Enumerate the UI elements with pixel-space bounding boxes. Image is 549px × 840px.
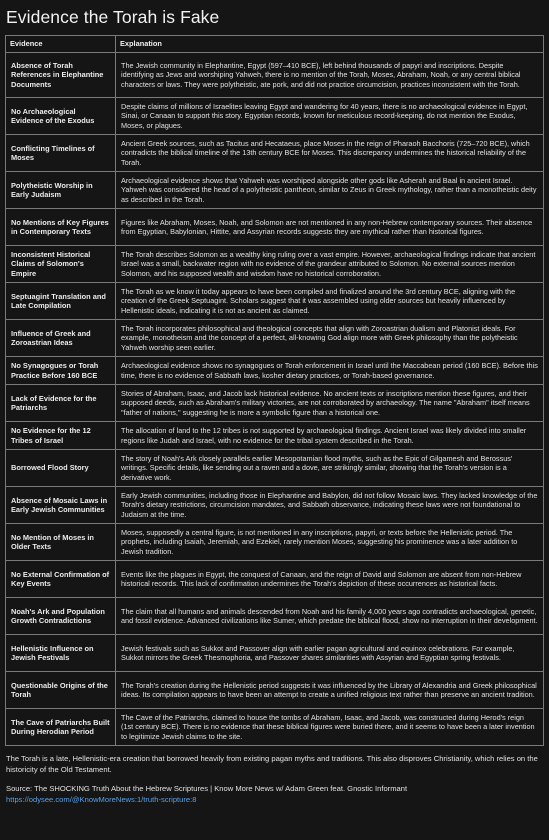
explanation-cell: The claim that all humans and animals descended from Noah and his family 4,000 years ago contradicts archaeological, genetic, and fossil evidence. Advanced civilizations like Sumer, which predate the biblical flood, show no interruption in their development. — [116, 598, 544, 635]
page-title: Evidence the Torah is Fake — [6, 7, 220, 27]
summary-text: The Torah is a late, Hellenistic-era creation that borrowed heavily from existing pagan myths and traditions. This also disproves Christianity, which relies on the historicity of the Old Testament. — [6, 754, 538, 774]
explanation-cell: Jewish festivals such as Sukkot and Passover align with earlier pagan agricultural and equinox celebrations. For example, Sukkot mirrors the Greek Thesmophoria, and Passover shares similarities with Assyrian and Egyptian spring festivals. — [116, 635, 544, 672]
explanation-cell: Ancient Greek sources, such as Tacitus and Hecataeus, place Moses in the reign of Pharaoh Bacchoris (725–720 BCE), which contradicts the biblical timeline of the 13th century BCE for Moses. This discrepancy undermines the historical reliability of the Torah. — [116, 135, 544, 172]
table-row — [6, 320, 544, 357]
explanation-cell: Despite claims of millions of Israelites leaving Egypt and wandering for 40 years, there is no archaeological evidence in Egypt, Sinai, or Canaan to support this story. Egyptian records, known for meticulous record-keeping, do not mention the Exodus, Moses, or plagues. — [116, 98, 544, 135]
explanation-cell: The Cave of the Patriarchs, claimed to house the tombs of Abraham, Isaac, and Jacob, was constructed during Herod's reign (1st century BCE). There is no evidence that these biblical figures were buried there, and it seems to have been a later invention to legitimize Jewish claims to the site. — [116, 709, 544, 746]
column-header-evidence: Evidence — [6, 36, 116, 53]
table-row — [6, 246, 544, 283]
evidence-cell: Questionable Origins of the Torah — [6, 672, 116, 709]
table-row — [6, 283, 544, 320]
table-row — [6, 422, 544, 450]
evidence-cell: Absence of Torah References in Elephantine Documents — [6, 53, 116, 98]
explanation-cell: The Jewish community in Elephantine, Egypt (597–410 BCE), left behind thousands of papyri and inscriptions. Despite identifying as Jews and worshiping Yahweh, there is no mention of the Torah, Moses, Abraham, Noah, or any central biblical characters or laws. They were polytheistic, ate pork, and did not practice circumcision, practices inconsistent with the Torah. — [116, 53, 544, 98]
explanation-cell: Stories of Abraham, Isaac, and Jacob lack historical evidence. No ancient texts or inscriptions mention these figures, and their supposed deeds, such as Abraham's military victories, are not corroborated by archaeology. The name "Abraham" itself means "father of nations," suggesting he is more a symbolic figure than a historical one. — [116, 385, 544, 422]
table-row — [6, 561, 544, 598]
evidence-cell: Absence of Mosaic Laws in Early Jewish Communities — [6, 487, 116, 524]
explanation-cell: The Torah incorporates philosophical and theological concepts that align with Zoroastrian dualism and Platonist ideals. For example, monotheism and the concept of a perfect, all-knowing God align more with Greek philosophy than the polytheistic Yahweh worship seen earlier. — [116, 320, 544, 357]
explanation-cell: Early Jewish communities, including those in Elephantine and Babylon, did not follow Mosaic laws. They lacked knowledge of the Torah's dietary restrictions, circumcision mandates, and Sabbath observance, indicating these laws were not foundational to Judaism at the time. — [116, 487, 544, 524]
explanation-cell: The Torah as we know it today appears to have been compiled and finalized around the 3rd century BCE, aligning with the creation of the Greek Septuagint. Scholars suggest that it was assembled using older sources but heavily influenced by Hellenistic ideals, indicating it is not as ancient as claimed. — [116, 283, 544, 320]
table-row — [6, 209, 544, 246]
explanation-cell: The Torah's creation during the Hellenistic period suggests it was influenced by the Library of Alexandria and Greek philosophical ideas. Its compilation appears to have been an attempt to create a unified religious text rather than preserve an ancient tradition. — [116, 672, 544, 709]
evidence-cell: Hellenistic Influence on Jewish Festivals — [6, 635, 116, 672]
evidence-cell: Conflicting Timelines of Moses — [6, 135, 116, 172]
evidence-cell: Polytheistic Worship in Early Judaism — [6, 172, 116, 209]
evidence-cell: The Cave of Patriarchs Built During Herodian Period — [6, 709, 116, 746]
evidence-cell: No Evidence for the 12 Tribes of Israel — [6, 422, 116, 450]
explanation-cell: Moses, supposedly a central figure, is not mentioned in any inscriptions, papyri, or texts before the Hellenistic period. The prophets, including Isaiah, Jeremiah, and Ezekiel, rarely mention Moses, suggesting his prominence was a later addition to Jewish tradition. — [116, 524, 544, 561]
evidence-cell: No Mention of Moses in Older Texts — [6, 524, 116, 561]
evidence-cell: Septuagint Translation and Late Compilation — [6, 283, 116, 320]
table-row — [6, 598, 544, 635]
column-header-explanation: Explanation — [116, 36, 544, 53]
table-row — [6, 672, 544, 709]
table-row — [6, 98, 544, 135]
explanation-cell: Figures like Abraham, Moses, Noah, and Solomon are not mentioned in any non-Hebrew contemporary sources. Their absence from Egyptian, Babylonian, Hittite, and Assyrian records suggests they are mythical rather than historical figures. — [116, 209, 544, 246]
table-row — [6, 135, 544, 172]
evidence-cell: Influence of Greek and Zoroastrian Ideas — [6, 320, 116, 357]
footer — [6, 754, 543, 805]
evidence-cell: Inconsistent Historical Claims of Solomon's Empire — [6, 246, 116, 283]
explanation-cell: Archaeological evidence shows that Yahweh was worshiped alongside other gods like Asherah and Baal in ancient Israel. Yahweh was considered the head of a polytheistic pantheon, similar to Zeus in Greek mythology, rather than a monotheistic deity as described in the Torah. — [116, 172, 544, 209]
evidence-cell: Borrowed Flood Story — [6, 450, 116, 487]
table-row — [6, 524, 544, 561]
evidence-cell: No Mentions of Key Figures in Contemporary Texts — [6, 209, 116, 246]
evidence-cell: No Archaeological Evidence of the Exodus — [6, 98, 116, 135]
table-row — [6, 450, 544, 487]
evidence-cell: Noah's Ark and Population Growth Contradictions — [6, 598, 116, 635]
evidence-cell: Lack of Evidence for the Patriarchs — [6, 385, 116, 422]
table-row — [6, 172, 544, 209]
evidence-cell: No External Confirmation of Key Events — [6, 561, 116, 598]
source-text: Source: The SHOCKING Truth About the Hebrew Scriptures | Know More News w/ Adam Green feat. Gnostic Informant — [6, 784, 408, 793]
source-link[interactable]: https://odysee.com/@KnowMoreNews:1/truth-scripture:8 — [6, 794, 197, 804]
explanation-cell: Archaeological evidence shows no synagogues or Torah enforcement in Israel until the Maccabean period (160 BCE). Before this time, there is no evidence of Sabbath laws, kosher dietary practices, or Torah-based governance. — [116, 357, 544, 385]
explanation-cell: The allocation of land to the 12 tribes is not supported by archaeological findings. Ancient Israel was likely divided into smaller regions like Judah and Israel, with no evidence for the tribal system described in the Torah. — [116, 422, 544, 450]
evidence-table — [5, 35, 544, 746]
explanation-cell: The story of Noah's Ark closely parallels earlier Mesopotamian flood myths, such as the Epic of Gilgamesh and Berossus' writings. Specific details, like sending out a raven and a dove, are strikingly similar, showing that the Torah's version is a derivative work. — [116, 450, 544, 487]
table-row — [6, 709, 544, 746]
evidence-cell: No Synagogues or Torah Practice Before 160 BCE — [6, 357, 116, 385]
table-header-row — [6, 36, 544, 53]
table-row — [6, 635, 544, 672]
table-row — [6, 487, 544, 524]
table-row — [6, 385, 544, 422]
explanation-cell: Events like the plagues in Egypt, the conquest of Canaan, and the reign of David and Solomon are absent from non-Hebrew historical records. This lack of confirmation undermines the Torah's depiction of these occurrences as historical facts. — [116, 561, 544, 598]
explanation-cell: The Torah describes Solomon as a wealthy king ruling over a vast empire. However, archaeological findings indicate that ancient Israel was a small, backwater region with no evidence of the grandeur attributed to Solomon. No external sources mention Solomon, and his supposed wealth and wisdom have no historical corroboration. — [116, 246, 544, 283]
table-row — [6, 53, 544, 98]
table-row — [6, 357, 544, 385]
